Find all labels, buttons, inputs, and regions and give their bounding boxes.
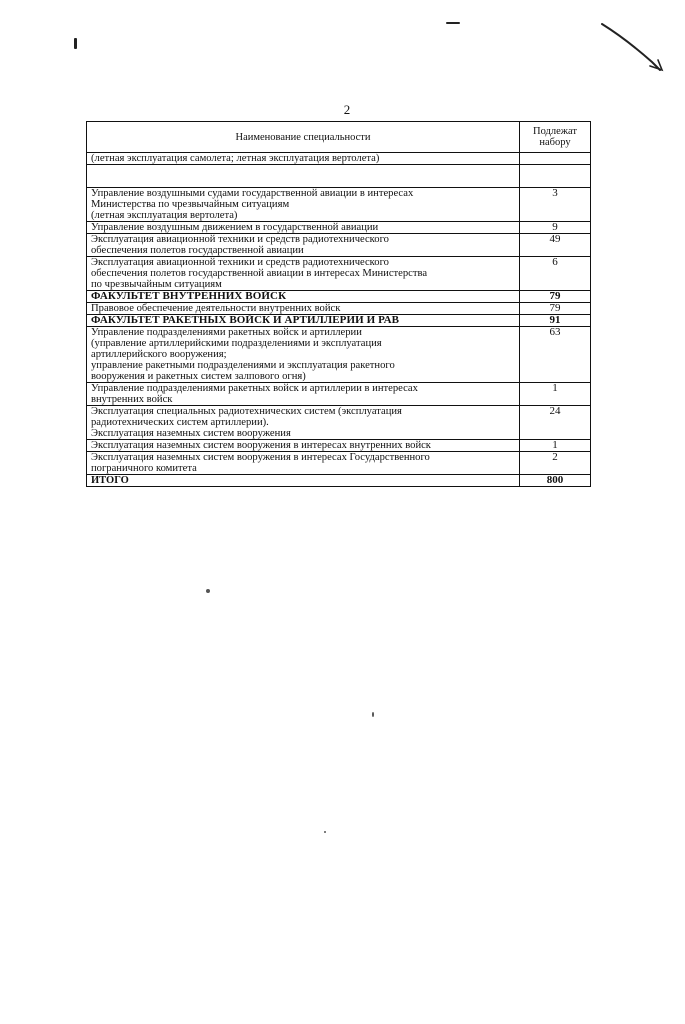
enrollment-count-cell: 1 — [520, 383, 591, 406]
table-header-row — [87, 122, 591, 153]
header-enrollment-count: Подлежат набору — [520, 122, 591, 153]
enrollment-count-cell: 91 — [520, 315, 591, 327]
table-row — [87, 222, 591, 234]
header-specialty-name: Наименование специальности — [87, 122, 520, 153]
enrollment-count-cell: 6 — [520, 257, 591, 291]
faculty-row — [87, 291, 591, 303]
specialty-name-cell: Управление подразделениями ракетных войск и артиллерии (управление артиллерийскими подразделениями и эксплуатация артиллерийского вооружения; управление ракетными подразделениями и эксплуатация ракетного вооружения и ракетных систем залпового огня) — [87, 327, 520, 383]
scan-dot — [206, 589, 210, 593]
specialty-name-cell: Правовое обеспечение деятельности внутренних войск — [87, 303, 520, 315]
table-row — [87, 257, 591, 291]
specialty-name-cell: Эксплуатация специальных радиотехнических систем (эксплуатация радиотехнических систем артиллерии). Эксплуатация наземных систем вооружения — [87, 406, 520, 440]
table-row — [87, 165, 591, 188]
specialty-name-cell: ФАКУЛЬТЕТ ВНУТРЕННИХ ВОЙСК — [87, 291, 520, 303]
enrollment-count-cell: 24 — [520, 406, 591, 440]
enrollment-count-cell: 2 — [520, 452, 591, 475]
table-row — [87, 383, 591, 406]
table-row — [87, 188, 591, 222]
scan-dot — [324, 831, 326, 833]
faculty-row — [87, 315, 591, 327]
scan-mark-left — [74, 38, 77, 49]
specialty-name-cell: Управление воздушным движением в государственной авиации — [87, 222, 520, 234]
enrollment-count-cell: 1 — [520, 440, 591, 452]
enrollment-count-cell: 79 — [520, 291, 591, 303]
specialty-name-cell: Управление воздушными судами государственной авиации в интересах Министерства по чрезвычайным ситуациям (летная эксплуатация вертолета) — [87, 188, 520, 222]
enrollment-count-cell: 49 — [520, 234, 591, 257]
specialty-name-cell — [87, 165, 520, 188]
table-row — [87, 303, 591, 315]
table-row — [87, 153, 591, 165]
scan-mark-top — [446, 22, 460, 24]
enrollment-count-cell: 79 — [520, 303, 591, 315]
enrollment-count-cell: 9 — [520, 222, 591, 234]
table-row — [87, 452, 591, 475]
table-row — [87, 327, 591, 383]
total-row — [87, 475, 591, 487]
pen-stroke-mark — [600, 20, 666, 72]
scan-dot — [372, 712, 374, 717]
enrollment-count-cell: 800 — [520, 475, 591, 487]
specialty-name-cell: Управление подразделениями ракетных войск и артиллерии в интересах внутренних войск — [87, 383, 520, 406]
specialties-table — [86, 121, 591, 487]
table-body — [87, 153, 591, 487]
specialty-name-cell: (летная эксплуатация самолета; летная эксплуатация вертолета) — [87, 153, 520, 165]
specialty-name-cell: Эксплуатация наземных систем вооружения в интересах внутренних войск — [87, 440, 520, 452]
specialty-name-cell: Эксплуатация наземных систем вооружения в интересах Государственного пограничного комитета — [87, 452, 520, 475]
table-row — [87, 234, 591, 257]
table-row — [87, 406, 591, 440]
specialty-name-cell: Эксплуатация авиационной техники и средств радиотехнического обеспечения полетов государственной авиации в интересах Министерства по чрезвычайным ситуациям — [87, 257, 520, 291]
page-number: 2 — [343, 102, 351, 117]
enrollment-count-cell — [520, 153, 591, 165]
specialty-name-cell: ИТОГО — [87, 475, 520, 487]
specialty-name-cell: Эксплуатация авиационной техники и средств радиотехнического обеспечения полетов государственной авиации — [87, 234, 520, 257]
enrollment-count-cell: 63 — [520, 327, 591, 383]
enrollment-count-cell: 3 — [520, 188, 591, 222]
enrollment-count-cell — [520, 165, 591, 188]
specialty-name-cell: ФАКУЛЬТЕТ РАКЕТНЫХ ВОЙСК И АРТИЛЛЕРИИ И РАВ — [87, 315, 520, 327]
table-row — [87, 440, 591, 452]
